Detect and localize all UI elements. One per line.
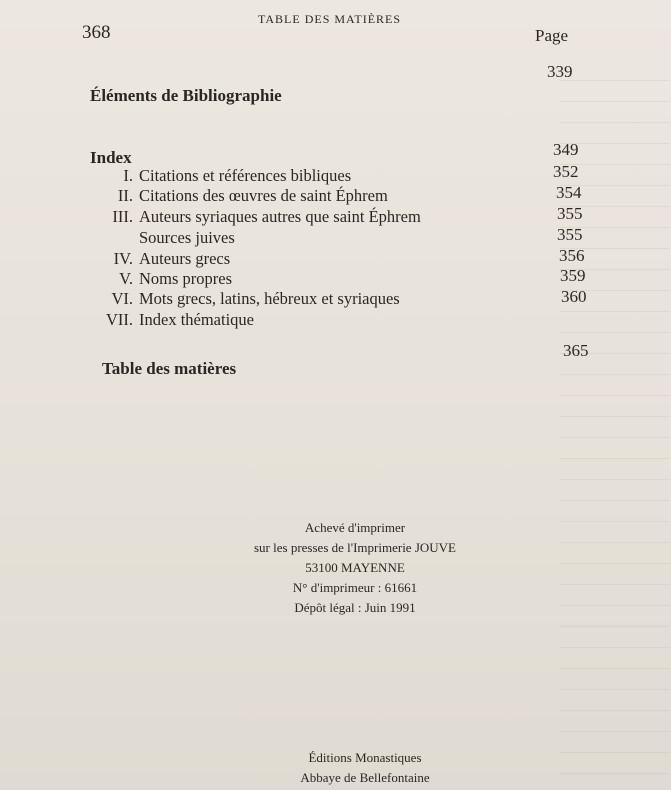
entry-page: 356 xyxy=(559,246,585,265)
entry-number: VII. xyxy=(105,310,133,329)
running-head: TABLE DES MATIÈRES xyxy=(258,12,402,26)
entry-label: Mots grecs, latins, hébreux et syriaques xyxy=(139,289,400,308)
section-table-des-matieres: Table des matières xyxy=(102,359,237,378)
index-entry xyxy=(139,228,235,248)
colophon-line: sur les presses de l'Imprimerie JOUVE xyxy=(254,540,456,555)
entry-page: 360 xyxy=(561,287,587,306)
entry-page: 354 xyxy=(556,183,582,202)
entry-page: 355 xyxy=(557,225,583,244)
index-entry xyxy=(85,249,230,269)
section-bibliographie: Éléments de Bibliographie xyxy=(90,86,282,105)
entry-number: I. xyxy=(123,166,133,185)
index-entry xyxy=(85,207,421,227)
index-entry xyxy=(85,269,232,289)
colophon-line: 53100 MAYENNE xyxy=(305,560,405,575)
index-entry xyxy=(85,289,400,309)
colophon-line: N° d'imprimeur : 61661 xyxy=(292,580,418,595)
bibliographie-page: 339 xyxy=(547,62,573,81)
entry-number: III. xyxy=(112,207,133,226)
publisher-line: Éditions Monastiques xyxy=(308,750,422,765)
entry-page: 359 xyxy=(560,266,586,285)
entry-number: VI. xyxy=(111,289,133,308)
index-page: 349 xyxy=(553,140,579,159)
entry-label: Citations des œuvres de saint Éphrem xyxy=(139,186,388,205)
entry-number: IV. xyxy=(113,249,133,268)
entry-page: 352 xyxy=(553,162,579,181)
entry-number: V. xyxy=(119,269,133,288)
entry-label: Sources juives xyxy=(139,228,235,247)
colophon-line: Dépôt légal : Juin 1991 xyxy=(294,600,416,615)
publisher-block xyxy=(240,748,490,788)
index-entry xyxy=(85,166,351,186)
entry-number: II. xyxy=(117,186,133,205)
colophon-line: Achevé d'imprimer xyxy=(304,520,406,535)
entry-label: Noms propres xyxy=(139,269,233,288)
entry-label: Citations et références bibliques xyxy=(139,166,352,185)
colophon xyxy=(200,518,510,618)
page-column-label: Page xyxy=(535,26,569,45)
index-entry xyxy=(85,310,254,330)
entry-label: Index thématique xyxy=(139,310,255,329)
index-entry xyxy=(85,186,388,206)
page-number: 368 xyxy=(82,22,111,43)
table-page: 365 xyxy=(563,341,589,360)
entry-label: Auteurs syriaques autres que saint Éphrem xyxy=(139,207,421,226)
entry-label: Auteurs grecs xyxy=(139,249,231,268)
entry-page: 355 xyxy=(557,204,583,223)
publisher-line: Abbaye de Bellefontaine xyxy=(300,770,430,785)
section-index: Index xyxy=(90,148,132,167)
